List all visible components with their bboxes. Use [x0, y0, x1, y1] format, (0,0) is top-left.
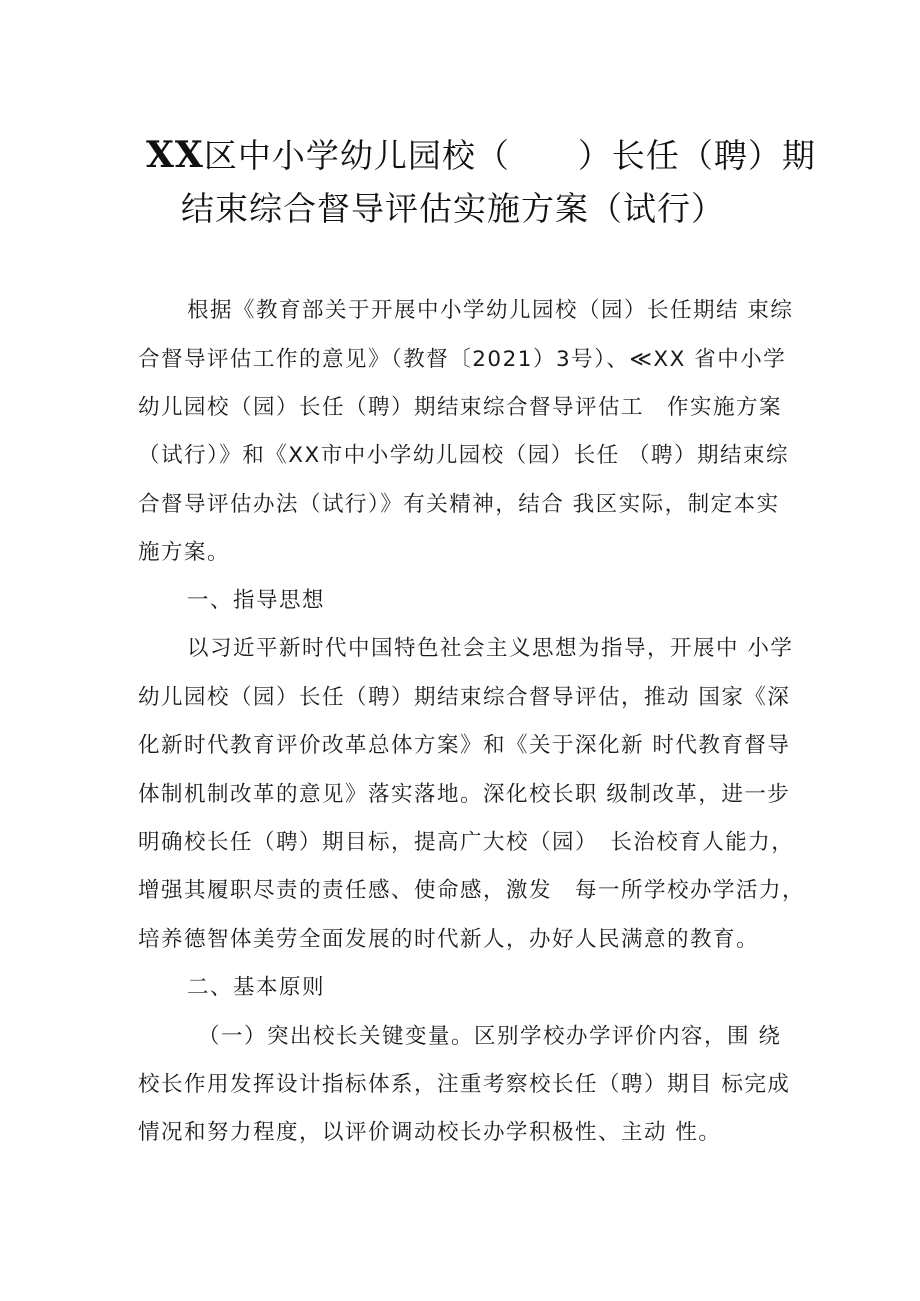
body-line: 增强其履职尽责的责任感、使命感，激发 每一所学校办学活力， [138, 878, 806, 903]
body-line: 体制机制改革的意见》落实落地。深化校长职 级制改革，进一步 [138, 782, 791, 807]
document-title-line-2: 结束综合督导评估实施方案（试行） [181, 189, 725, 228]
body-line: （试行）》和《XX市中小学幼儿园校（园）长任 （聘）期结束综 [138, 443, 790, 468]
section-heading: 二、基本原则 [187, 975, 326, 1000]
body-line: 明确校长任（聘）期目标，提高广大校（园） 长治校育人能力， [138, 830, 795, 855]
document-title-line-1 [146, 130, 816, 177]
body-line: 合督导评估工作的意见》（教督〔2021）3号）、≪XX 省中小学 [138, 347, 787, 372]
body-line: 校长作用发挥设计指标体系，注重考察校长任（聘）期目 标完成 [138, 1072, 791, 1097]
title-text-1: 区中小学幼儿园校（ ）长任（聘）期 [203, 136, 816, 175]
title-prefix: XX [146, 134, 204, 176]
body-line: 根据《教育部关于开展中小学幼儿园校（园）长任期结 束综 [187, 298, 794, 323]
body-line: 施方案。 [138, 540, 231, 565]
body-line: 幼儿园校（园）长任（聘）期结束综合督导评估工 作实施方案 [138, 395, 783, 420]
body-line: 培养德智体美劳全面发展的时代新人，办好人民满意的教育。 [138, 927, 760, 952]
body-line: （一）突出校长关键变量。区别学校办学评价内容，围 绕 [198, 1024, 782, 1049]
body-line: 情况和努力程度，以评价调动校长办学积极性、主动 性。 [138, 1120, 722, 1145]
body-line: 幼儿园校（园）长任（聘）期结束综合督导评估，推动 国家《深 [138, 685, 791, 710]
body-line: 合督导评估办法（试行）》有关精神，结合 我区实际，制定本实 [138, 492, 780, 517]
body-line: 以习近平新时代中国特色社会主义思想为指导，开展中 小学 [187, 636, 794, 661]
body-line: 化新时代教育评价改革总体方案》和《关于深化新 时代教育督导 [138, 733, 791, 758]
section-heading: 一、指导思想 [187, 588, 326, 613]
